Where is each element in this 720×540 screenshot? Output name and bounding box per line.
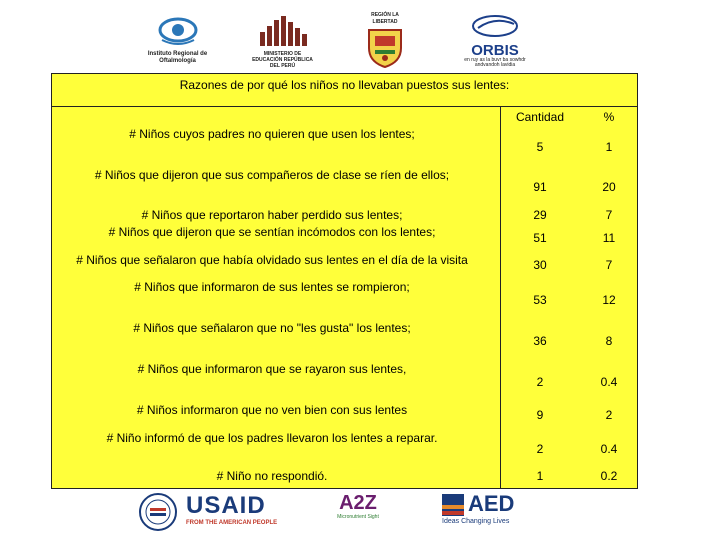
table-row-percent: 1 [605, 140, 613, 154]
flag-icon [442, 494, 464, 516]
shield-icon [363, 26, 407, 68]
orbis-logo [455, 14, 535, 68]
a2z-logo [330, 492, 386, 532]
table-row-cantidad: 9 [536, 408, 544, 422]
table-row-percent: 0.2 [600, 469, 618, 483]
header-percent: % [603, 110, 615, 124]
table-row-label: # Niños informaron que no ven bien con sus lentes [136, 403, 408, 417]
table-row-percent: 0.4 [600, 442, 618, 456]
globe-icon [470, 14, 520, 38]
table-row-cantidad: 91 [533, 180, 547, 194]
usaid-logo [138, 492, 278, 537]
shield-logo-text: REGIÓN LA LIBERTAD [371, 12, 399, 25]
header-cantidad: Cantidad [515, 110, 565, 124]
reasons-table [51, 73, 638, 489]
orbis-tagline: en ruy as la buvr ba sowhdr andvandoh lavidia [464, 57, 526, 68]
table-row-percent: 7 [605, 208, 613, 222]
table-row-cantidad: 53 [533, 293, 547, 307]
table-row-percent: 12 [602, 293, 616, 307]
a2z-tagline: Micronutrient Sight [337, 514, 379, 520]
region-shield-logo [360, 12, 410, 73]
a2z-wordmark: A2Z [339, 492, 377, 514]
table-row-label: # Niños que señalaron que no "les gusta" los lentes; [133, 321, 411, 335]
ministerio-logo [250, 16, 315, 69]
table-row-cantidad: 2 [536, 442, 544, 456]
table-row-percent: 8 [605, 334, 613, 348]
table-row-percent: 7 [605, 258, 613, 272]
table-title: Razones de por qué los niños no llevaban puestos sus lentes: [52, 74, 637, 107]
ministerio-logo-text: MINISTERIO DE EDUCACIÓN REPÚBLICA DEL PERÚ [252, 51, 313, 69]
iro-logo-text: Instituto Regional de Oftalmología [147, 51, 208, 64]
usaid-wordmark [186, 494, 266, 518]
table-row-percent: 0.4 [600, 375, 618, 389]
aed-wordmark: AED [468, 491, 515, 516]
table-row-cantidad: 1 [536, 469, 544, 483]
table-row-percent: 2 [605, 408, 613, 422]
table-row-cantidad: 30 [533, 258, 547, 272]
table-row-label: # Niños que reportaron haber perdido sus lentes; [141, 208, 403, 222]
table-row-percent: 20 [602, 180, 616, 194]
table-row-cantidad: 29 [533, 208, 547, 222]
usaid-seal-icon [138, 492, 184, 532]
eye-icon [158, 14, 198, 46]
iro-logo [140, 14, 215, 65]
aed-logo [442, 491, 515, 525]
usaid-tagline: FROM THE AMERICAN PEOPLE [186, 520, 278, 526]
table-row-label: # Niños que dijeron que sus compañeros de clase se ríen de ellos; [94, 168, 450, 182]
table-row-label: # Niños que informaron que se rayaron sus lentes, [137, 362, 407, 376]
footer-logos [0, 490, 720, 540]
bars-icon [258, 16, 308, 46]
aed-tagline: Ideas Changing Lives [442, 518, 510, 525]
table-row-label: # Niños que dijeron que se sentían incómodos con los lentes; [108, 225, 436, 239]
header-logos [0, 8, 720, 78]
usaid-text: USAID [186, 492, 266, 519]
orbis-wordmark: ORBIS [471, 42, 519, 59]
table-row-label: # Niño informó de que los padres llevaron los lentes a reparar. [106, 431, 438, 445]
table-row-cantidad: 2 [536, 375, 544, 389]
table-row-label: # Niños cuyos padres no quieren que usen los lentes; [129, 127, 415, 141]
table-row-label: # Niño no respondió. [216, 469, 328, 483]
table-row-cantidad: 51 [533, 231, 547, 245]
table-row-cantidad: 5 [536, 140, 544, 154]
table-row-cantidad: 36 [533, 334, 547, 348]
table-row-label: # Niños que informaron de sus lentes se rompieron; [134, 280, 410, 294]
table-row-percent: 11 [602, 231, 616, 245]
table-row-label: # Niños que señalaron que había olvidado sus lentes en el día de la visita [76, 253, 468, 267]
